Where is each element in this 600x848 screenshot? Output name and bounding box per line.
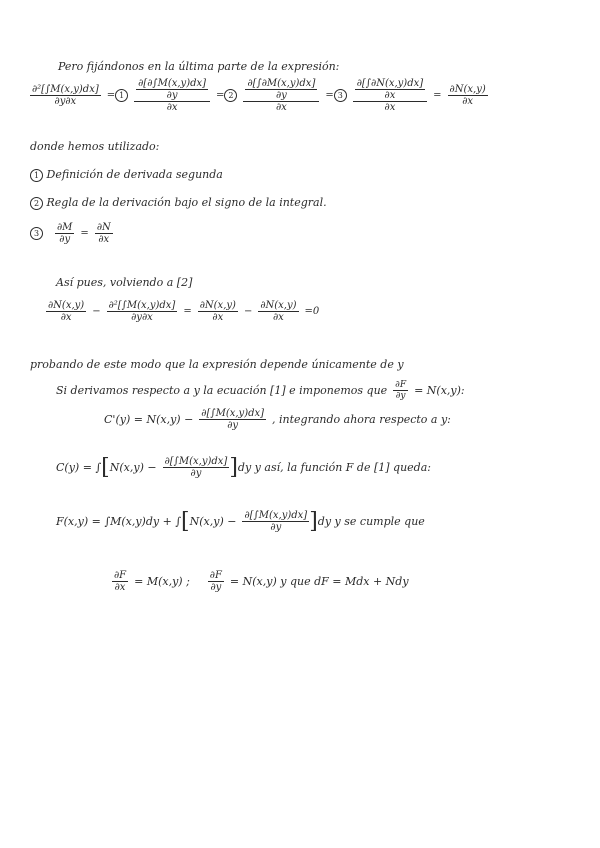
eq2-b-den: ∂y∂x: [131, 312, 153, 323]
si-frac-rest: = N(x,y):: [414, 384, 465, 397]
cy-lhs: C(y) = ∫: [56, 461, 102, 474]
eq2-c-num: ∂N(x,y): [199, 300, 236, 311]
cprime-den: ∂y: [227, 420, 239, 431]
item-1: [30, 168, 223, 182]
eq1-term2-fraction: [243, 78, 319, 113]
eq1-mark-2: 2: [224, 89, 237, 102]
item3-num1: ∂M: [57, 222, 73, 233]
item3-den1: ∂y: [59, 234, 71, 245]
eq1-term3-fraction: [353, 78, 427, 113]
eq1-t1-inner-den: ∂y: [166, 90, 178, 101]
si-line: [56, 380, 465, 401]
final-b-num: ∂F: [209, 570, 222, 581]
eq2-d-num: ∂N(x,y): [260, 300, 297, 311]
final-line: [112, 570, 409, 593]
si-frac-den: ∂y: [395, 391, 406, 401]
final-a-rest: = M(x,y) ;: [134, 575, 190, 588]
intro-text: Pero fijándonos en la última parte de la expresión:: [58, 60, 340, 73]
eq1-term1-den: ∂x: [166, 102, 178, 113]
eq1-rhs-fraction: [448, 84, 488, 107]
cy-den: ∂y: [190, 468, 202, 479]
cy-num: ∂[∫M(x,y)dx]: [164, 456, 228, 467]
cprime-num: ∂[∫M(x,y)dx]: [201, 408, 265, 419]
cy-mid: N(x,y) −: [109, 461, 157, 474]
fxy-lhs: F(x,y) = ∫M(x,y)dy + ∫: [56, 515, 182, 528]
eq1-mark-3: 3: [334, 89, 347, 102]
fxy-tail: dy y se cumple que: [317, 515, 425, 528]
asi-text: Así pues, volviendo a [2]: [56, 276, 193, 289]
fxy-line: F(x,y) = ∫M(x,y)dy + ∫ [ N(x,y) − $\frac{\partial[\int M(x,y)dx]}{\partial y}$ ] dy y se cumple que: [56, 508, 425, 534]
cy-line: C(y) = ∫ [ N(x,y) − $\frac{\partial[\int M(x,y)dx]}{\partial y}$ ] dy y así, la función F de [1] queda:: [56, 454, 431, 480]
item-3-number: 3: [30, 227, 43, 240]
item-2-number: 2: [30, 197, 43, 210]
eq1-mark-1: 1: [115, 89, 128, 102]
eq1-lhs-den: ∂y∂x: [54, 96, 77, 107]
si-frac-num: ∂F: [395, 380, 407, 390]
probando-text: probando de este modo que la expresión depende únicamente de y: [30, 358, 404, 371]
item-1-number: 1: [30, 169, 43, 182]
item3-den2: ∂x: [98, 234, 110, 245]
eq1-rhs-den: ∂x: [462, 96, 474, 107]
item-3: 3 $\frac{\partial M}{\partial y}$ = $\frac{\partial N}{\partial x}$: [30, 222, 113, 245]
item-1-text: Definición de derivada segunda: [46, 168, 223, 181]
final-a-num: ∂F: [114, 570, 127, 581]
eq2-zero: =0: [304, 306, 320, 317]
eq1-lhs-fraction: [30, 84, 101, 107]
eq1-term2-num: [243, 78, 319, 102]
equation-2: $\frac{\partial N(x,y)}{\partial x}$ − $\frac{\text{∂²[∫M(x,y)dx]}}{\partial y\partial x}$ = $\frac{\partial N(x,y)}{\partial x}$ − $\frac{\partial N(x,y)}{\partial x}$ =0: [48, 300, 320, 323]
eq1-term2-den: ∂x: [275, 102, 287, 113]
eq1-t1-inner-num: ∂[∂∫M(x,y)dx]: [138, 78, 207, 89]
eq1-t3-inner-num: ∂[∫∂N(x,y)dx]: [356, 78, 424, 89]
final-b-den: ∂y: [210, 582, 222, 593]
eq2-c-den: ∂x: [212, 312, 224, 323]
eq1-rhs-num: ∂N(x,y): [449, 84, 486, 95]
used-text: donde hemos utilizado:: [30, 140, 160, 153]
eq2-b-num: ∂²[∫M(x,y)dx]: [108, 300, 176, 311]
fxy-num: ∂[∫M(x,y)dx]: [244, 510, 308, 521]
eq1-t3-inner-den: ∂x: [384, 90, 396, 101]
cprime-tail: , integrando ahora respecto a y:: [272, 413, 451, 426]
si-text: Si derivamos respecto a y la ecuación [1] e imponemos que: [56, 384, 388, 397]
eq1-term1-fraction: [134, 78, 210, 113]
equation-1: $\frac{\text{∂²[∫M(x,y)dx]}}{\partial y\partial x}$ = 1 $\frac{\frac{\partial[\partial\int M(x,y)dx]}{\partial y}}{\partial x}$ = 2 $\frac{\frac{\partial[\int\partial M(x,y)dx]}{\partial y}}{\partial x}$ = 3 $\frac{\frac{\partial[\int\partial N(x,y)dx]}{\partial x}}{\partial x}$ = $\frac{\partial N(x,y)}{\partial x}$: [32, 78, 486, 113]
eq1-term3-den: ∂x: [384, 102, 396, 113]
cprime-line: [104, 408, 451, 431]
eq1-term3-num: [353, 78, 427, 102]
eq2-d-den: ∂x: [273, 312, 284, 323]
final-a-den: ∂x: [114, 582, 126, 593]
fxy-mid: N(x,y) −: [189, 515, 237, 528]
eq2-a-num: ∂N(x,y): [48, 300, 85, 311]
cprime-lhs: C'(y) = N(x,y) −: [104, 413, 194, 426]
cy-tail: dy y así, la función F de [1] queda:: [237, 461, 431, 474]
eq2-a-den: ∂x: [60, 312, 72, 323]
eq1-t2-inner-den: ∂y: [275, 90, 287, 101]
eq1-term1-num: [134, 78, 210, 102]
eq1-lhs-num: ∂²[∫M(x,y)dx]: [32, 84, 99, 95]
eq1-t2-inner-num: ∂[∫∂M(x,y)dx]: [247, 78, 316, 89]
fxy-den: ∂y: [270, 522, 282, 533]
final-b-rest: = N(x,y) y que dF = Mdx + Ndy: [229, 575, 409, 588]
item-2-text: Regla de la derivación bajo el signo de la integral.: [46, 196, 327, 209]
item-2: [30, 196, 327, 210]
item3-num2: ∂N: [96, 222, 111, 233]
